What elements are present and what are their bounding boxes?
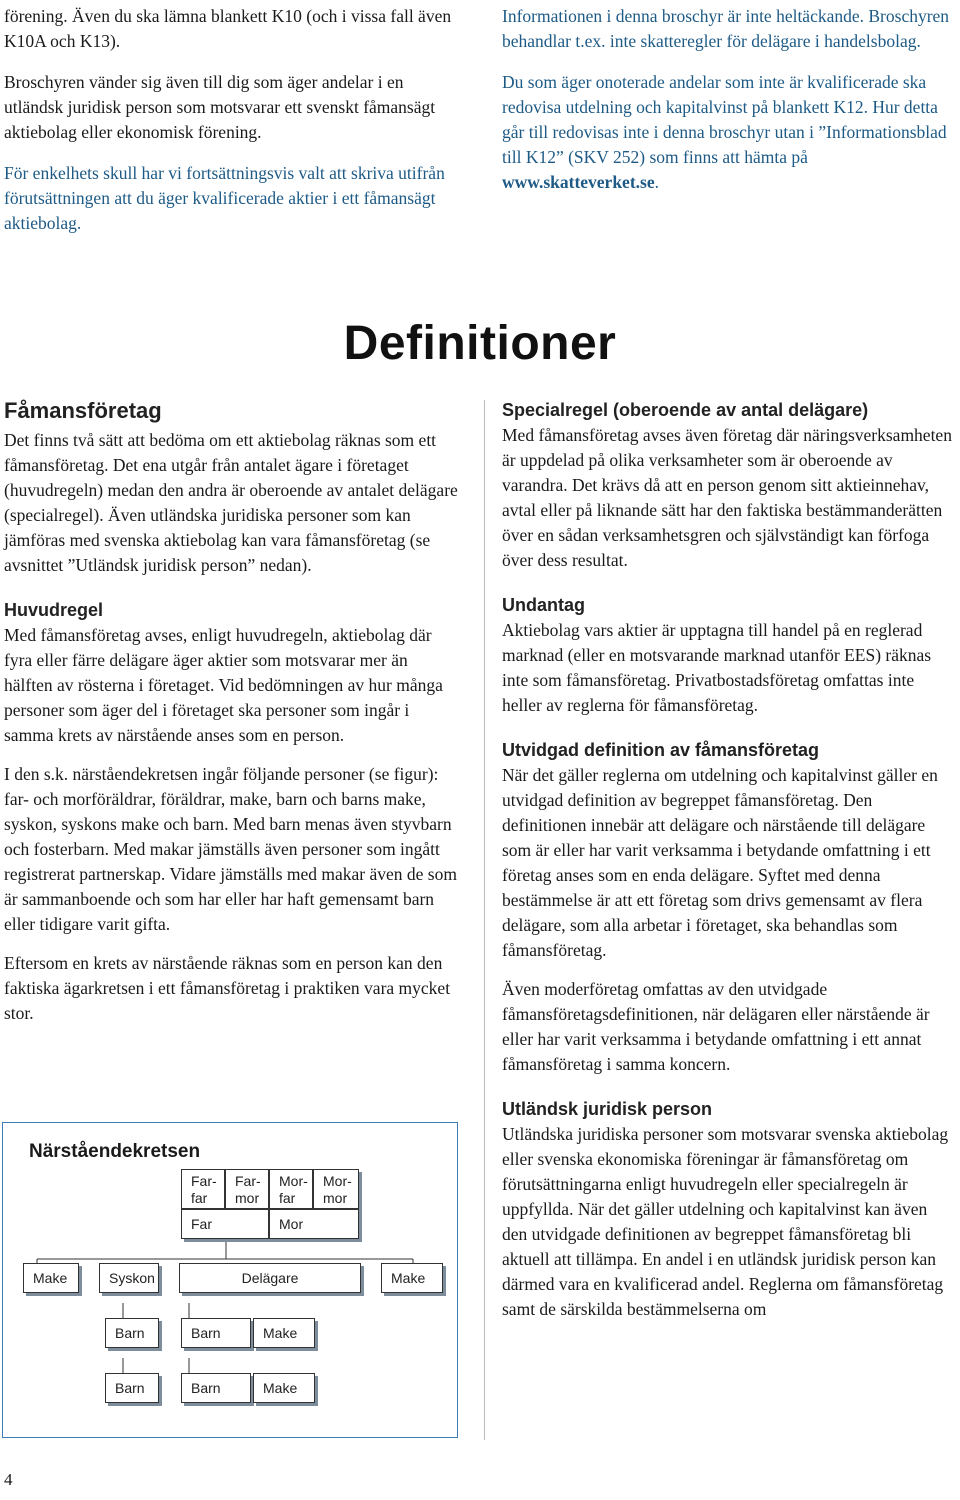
heading-undantag: Undantag <box>502 595 585 615</box>
make-box <box>253 1318 315 1348</box>
barn-label: Barn <box>115 1324 145 1341</box>
intro-paragraph <box>502 70 954 195</box>
intro-paragraph-highlight: För enkelhets skull har vi fortsättningsvis valt att skriva utifrån förutsättningen att du äger kvalificerade aktier i ett fåmansägt aktiebolag. <box>4 163 445 233</box>
mormor-box <box>313 1169 359 1209</box>
make-label: Make <box>263 1379 298 1396</box>
page-title: Definitioner <box>343 317 617 370</box>
make-left-label: Make <box>33 1269 68 1286</box>
make-label: Make <box>263 1324 298 1341</box>
narstaendekretsen-figure <box>2 1122 458 1438</box>
intro-paragraph: förening. Även du ska lämna blankett K10 (och i vissa fall även K10A och K13). <box>4 6 452 51</box>
mor-label: Mor <box>279 1215 304 1232</box>
barn-box <box>105 1318 159 1348</box>
syskon-box <box>99 1263 159 1293</box>
delagare-box <box>179 1263 361 1293</box>
paragraph-famansforetag: Det finns två sätt att bedöma om ett aktiebolag räknas som ett fåmansföretag. Det ena utgår från antalet ägare i företaget (huvudregeln) medan den andra är oberoende av antalet delägare (specialregel). Även utländska juridiska personer som kan jämföras med svenska aktiebolag kan vara fåmansföretag (se avsnittet ”Utländsk juridisk person” nedan). <box>4 430 458 575</box>
column-divider <box>484 400 485 1440</box>
paragraph-moderforetag: Även moderföretag omfattas av den utvidgade fåmansföretagsdefinitionen, när delägaren eller närstående är eller har varit verksamma i betydande omfattning i ett annat fåmansföretag i samma koncern. <box>502 979 930 1074</box>
heading-utlandsk-juridisk-person: Utländsk juridisk person <box>502 1099 713 1119</box>
make-right-box <box>381 1263 443 1293</box>
paragraph-undantag: Aktiebolag vars aktier är upptagna till handel på en reglerad marknad (eller en motsvarande marknad utanför EES) räknas inte som fåmansföretag. Privatbostadsföretag omfattas inte heller av reglerna för fåmansföretag. <box>502 620 932 715</box>
make-left-box <box>23 1263 79 1293</box>
heading-huvudregel: Huvudregel <box>4 600 104 620</box>
morfar-box <box>269 1169 313 1209</box>
syskon-label: Syskon <box>109 1269 155 1286</box>
skatteverket-link[interactable]: www.skatteverket.se <box>502 172 655 192</box>
page-number: 4 <box>4 1470 13 1489</box>
paragraph-utvidgad-definition: När det gäller reglerna om utdelning och kapitalvinst gäller en utvidgad definition av begreppet fåmansföretag. Den definitionen innebär att delägare och närstående till delägare som är eller har varit verksamma i betydande omfattning i ett företag anses som en enda delägare. Syftet med denna bestämmelse är att ett företag som drivs gemensamt av flera delägare, som alla arbetar i företaget, ska behandlas som fåmansföretag. <box>502 765 938 960</box>
link-period: . <box>654 172 659 192</box>
morfar-label: Mor- far <box>279 1173 308 1206</box>
barnbarn-label: Barn <box>191 1379 221 1396</box>
farfar-box <box>181 1169 225 1209</box>
paragraph-huvudregel: Med fåmansföretag avses, enligt huvudregeln, aktiebolag där fyra eller färre delägare äger aktier som motsvarar mer än hälften av rösterna i företaget. Vid bedömningen av hur många personer som äger del i företaget ska personer som ingår i samma krets av närstående anses som en person. <box>4 625 443 745</box>
farmor-box <box>225 1169 269 1209</box>
intro-right-column <box>502 4 954 195</box>
intro-paragraph: Broschyren vänder sig även till dig som äger andelar i en utländsk juridisk person som motsvarar ett svenskt fåmansägt aktiebolag eller ekonomisk förening. <box>4 72 436 142</box>
barn-label: Barn <box>191 1324 221 1341</box>
make-box <box>253 1373 315 1403</box>
barnbarn-box <box>105 1373 159 1403</box>
heading-utvidgad-definition: Utvidgad definition av fåmansföretag <box>502 740 820 760</box>
barnbarn-box <box>181 1373 251 1403</box>
heading-famansforetag: Fåmansföretag <box>4 398 162 423</box>
paragraph-utlandsk-juridisk-person: Utländska juridiska personer som motsvarar svenska aktiebolag eller svenska ekonomiska föreningar är fåmansföretag om förutsättningarna enligt huvudregeln eller specialregeln är uppfyllda. När det gäller utdelning och kapitalvinst kan även den utvidgade definitionen av begreppet fåmansföretag bli aktuell att tillämpa. En andel i en utländsk juridisk person kan därmed vara en kvalificerad andel. Reglerna om fåmansföretag samt de särskilda bestämmelserna om <box>502 1124 949 1319</box>
far-label: Far <box>191 1215 212 1232</box>
paragraph-specialregel: Med fåmansföretag avses även företag där näringsverksamheten är uppdelad på olika verksamheter som är oberoende av varandra. Det krävs då att en person genom sitt aktieinnehav, avtal eller på liknande sätt har den faktiska bestämmanderätten över en sådan verksamhetsgren och självständigt kan förfoga över dess resultat. <box>502 425 952 570</box>
barn-box <box>181 1318 251 1348</box>
left-column <box>4 398 460 1026</box>
intro-left-column <box>4 4 464 236</box>
barnbarn-label: Barn <box>115 1379 145 1396</box>
mor-box <box>269 1209 359 1239</box>
k12-text: Du som äger onoterade andelar som inte är kvalificerade ska redovisa utdelning och kapitalvinst på blankett K12. Hur detta går till redovisas inte i denna broschyr utan i ”Informationsblad till K12” (SKV 252) som finns att hämta på <box>502 72 947 167</box>
delagare-label: Delägare <box>241 1269 299 1286</box>
heading-specialregel: Specialregel (oberoende av antal delägare) <box>502 400 869 420</box>
mormor-label: Mor- mor <box>323 1173 352 1206</box>
make-right-label: Make <box>391 1269 426 1286</box>
intro-paragraph: Informationen i denna broschyr är inte heltäckande. Broschyren behandlar t.ex. inte skatteregler för delägare i handelsbolag. <box>502 6 950 51</box>
farmor-label: Far- mor <box>235 1173 261 1206</box>
paragraph-agarkrets: Eftersom en krets av närstående räknas som en person kan den faktiska ägarkretsen i ett fåmansföretag i praktiken vara mycket stor. <box>4 953 451 1023</box>
farfar-label: Far- far <box>191 1173 217 1206</box>
far-box <box>181 1209 269 1239</box>
figure-title: Närståendekretsen <box>29 1141 201 1162</box>
right-column <box>502 400 956 1322</box>
paragraph-narstaendekretsen: I den s.k. närståendekretsen ingår följande personer (se figur): far- och morföräldrar, föräldrar, make, barn och barns make, syskon, syskons make och barn. Med barn menas även styvbarn och fosterbarn. Med makar jämställs även personer som ingått registrerat partnerskap. Vidare jämställs med makar även de som är sammanboende och som har eller har haft gemensamt barn eller tidigare varit gifta. <box>4 764 457 934</box>
